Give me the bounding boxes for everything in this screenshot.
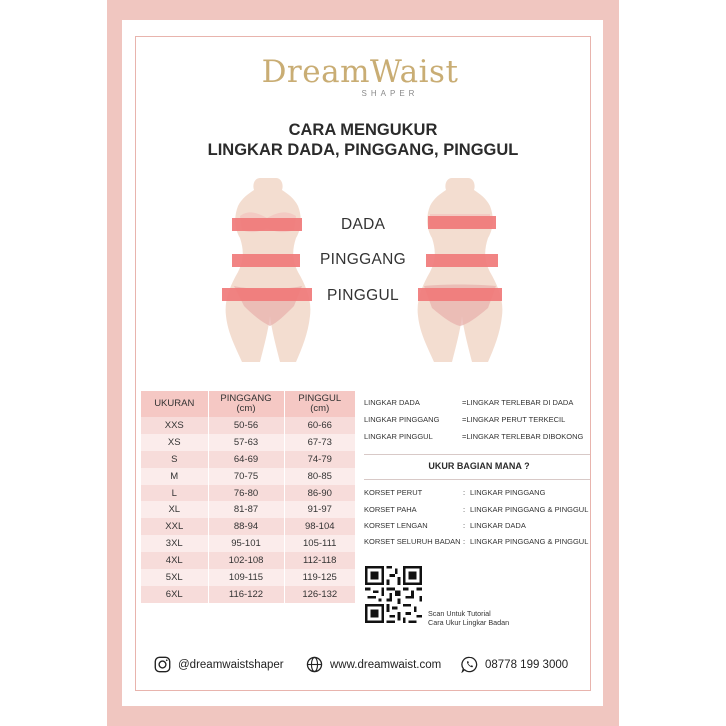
table-row bbox=[141, 434, 355, 451]
table-row bbox=[141, 586, 355, 603]
brand-name: DreamWaist bbox=[261, 54, 459, 90]
chest-band-back bbox=[428, 216, 496, 229]
qr-code-graphic bbox=[365, 566, 422, 623]
instagram-icon bbox=[154, 656, 171, 673]
table-header-row bbox=[141, 391, 355, 417]
cell-waist: 109-115 bbox=[208, 569, 284, 586]
table-row bbox=[141, 518, 355, 535]
cell-waist: 95-101 bbox=[208, 535, 284, 552]
cell-waist: 81-87 bbox=[208, 501, 284, 518]
cell-hip: 98-104 bbox=[284, 518, 355, 535]
cell-hip: 80-85 bbox=[284, 468, 355, 485]
hip-label: PINGGUL bbox=[327, 287, 399, 304]
cell-hip: 74-79 bbox=[284, 451, 355, 468]
table-row bbox=[141, 501, 355, 518]
cell-size: XXS bbox=[141, 417, 208, 434]
qr-code-icon[interactable] bbox=[365, 566, 422, 623]
brand-tagline: SHAPER bbox=[361, 89, 419, 98]
cell-waist: 57-63 bbox=[208, 434, 284, 451]
cell-hip: 105-111 bbox=[284, 535, 355, 552]
divider bbox=[364, 479, 590, 480]
cell-waist: 70-75 bbox=[208, 468, 284, 485]
korset-desc: LINGKAR PINGGANG & PINGGUL bbox=[470, 505, 589, 514]
cell-size: 5XL bbox=[141, 569, 208, 586]
definition-desc: =LINGKAR TERLEBAR DI DADA bbox=[462, 398, 574, 407]
title-line-1: CARA MENGUKUR bbox=[288, 121, 438, 139]
cell-size: 4XL bbox=[141, 552, 208, 569]
definition-term: LINGKAR PINGGANG bbox=[364, 415, 440, 424]
cell-size: 6XL bbox=[141, 586, 208, 603]
header-waist-label: PINGGANG bbox=[220, 393, 272, 404]
whatsapp-icon bbox=[461, 656, 478, 673]
qr-caption-line-2: Cara Ukur Lingkar Badan bbox=[428, 618, 510, 627]
table-row bbox=[141, 485, 355, 502]
colon: : bbox=[463, 488, 466, 497]
korset-term: KORSET LENGAN bbox=[364, 521, 428, 530]
title-line-2: LINGKAR DADA, PINGGANG, PINGGUL bbox=[207, 141, 519, 159]
header-waist bbox=[208, 391, 284, 417]
qr-caption-line-1: Scan Untuk Tutorial bbox=[428, 609, 491, 618]
hip-band-back bbox=[418, 288, 502, 301]
cell-size: XXL bbox=[141, 518, 208, 535]
cell-hip: 119-125 bbox=[284, 569, 355, 586]
torso-back-illustration bbox=[412, 176, 507, 366]
cell-hip: 91-97 bbox=[284, 501, 355, 518]
ukur-heading: UKUR BAGIAN MANA ? bbox=[428, 461, 530, 471]
qr-caption bbox=[428, 609, 509, 627]
hip-band bbox=[222, 288, 312, 301]
divider bbox=[364, 454, 590, 455]
cell-waist: 64-69 bbox=[208, 451, 284, 468]
colon: : bbox=[463, 521, 466, 530]
chest-band bbox=[232, 218, 302, 231]
header-hip-label: PINGGUL bbox=[298, 393, 342, 404]
cell-waist: 88-94 bbox=[208, 518, 284, 535]
korset-term: KORSET SELURUH BADAN bbox=[364, 537, 461, 546]
colon: : bbox=[463, 505, 466, 514]
cell-waist: 50-56 bbox=[208, 417, 284, 434]
definition-desc: =LINGKAR TERLEBAR DIBOKONG bbox=[462, 432, 584, 441]
cell-size: XS bbox=[141, 434, 208, 451]
korset-desc: LINGKAR DADA bbox=[470, 521, 526, 530]
waist-band-back bbox=[426, 254, 498, 267]
header-hip-unit: (cm) bbox=[310, 403, 330, 414]
cell-hip: 126-132 bbox=[284, 586, 355, 603]
instagram-handle: @dreamwaistshaper bbox=[178, 658, 284, 671]
website-link[interactable] bbox=[306, 656, 441, 673]
table-row bbox=[141, 468, 355, 485]
waist-band bbox=[232, 254, 300, 267]
header-hip bbox=[284, 391, 355, 417]
definition-term: LINGKAR DADA bbox=[364, 398, 420, 407]
table-row bbox=[141, 451, 355, 468]
page-title bbox=[140, 120, 586, 160]
cell-waist: 102-108 bbox=[208, 552, 284, 569]
waist-label: PINGGANG bbox=[320, 251, 406, 268]
globe-icon bbox=[306, 656, 323, 673]
cell-size: L bbox=[141, 485, 208, 502]
header-waist-unit: (cm) bbox=[236, 403, 256, 414]
table-row bbox=[141, 569, 355, 586]
cell-size: S bbox=[141, 451, 208, 468]
cell-size: 3XL bbox=[141, 535, 208, 552]
korset-term: KORSET PERUT bbox=[364, 488, 423, 497]
colon: : bbox=[463, 537, 466, 546]
body-figure-back bbox=[412, 176, 507, 366]
cell-size: XL bbox=[141, 501, 208, 518]
table-row bbox=[141, 552, 355, 569]
whatsapp-link[interactable] bbox=[461, 656, 568, 673]
instagram-link[interactable] bbox=[154, 656, 284, 673]
definition-term: LINGKAR PINGGUL bbox=[364, 432, 433, 441]
brand-logo bbox=[240, 54, 480, 98]
size-chart-table bbox=[141, 391, 355, 603]
header-size: UKURAN bbox=[141, 391, 208, 417]
body-figure-front bbox=[220, 176, 315, 366]
cell-hip: 60-66 bbox=[284, 417, 355, 434]
size-table-body bbox=[141, 417, 355, 603]
website-url: www.dreamwaist.com bbox=[330, 658, 442, 671]
cell-waist: 116-122 bbox=[208, 586, 284, 603]
torso-front-illustration bbox=[220, 176, 315, 366]
cell-size: M bbox=[141, 468, 208, 485]
phone-number: 08778 199 3000 bbox=[485, 658, 569, 671]
cell-waist: 76-80 bbox=[208, 485, 284, 502]
table-row bbox=[141, 535, 355, 552]
korset-desc: LINGKAR PINGGANG bbox=[470, 488, 546, 497]
cell-hip: 86-90 bbox=[284, 485, 355, 502]
chest-label: DADA bbox=[341, 216, 386, 233]
cell-hip: 67-73 bbox=[284, 434, 355, 451]
contact-footer bbox=[154, 654, 584, 676]
cell-hip: 112-118 bbox=[284, 552, 355, 569]
table-row bbox=[141, 417, 355, 434]
korset-desc: LINGKAR PINGGANG & PINGGUL bbox=[470, 537, 589, 546]
definition-desc: =LINGKAR PERUT TERKECIL bbox=[462, 415, 566, 424]
korset-term: KORSET PAHA bbox=[364, 505, 417, 514]
